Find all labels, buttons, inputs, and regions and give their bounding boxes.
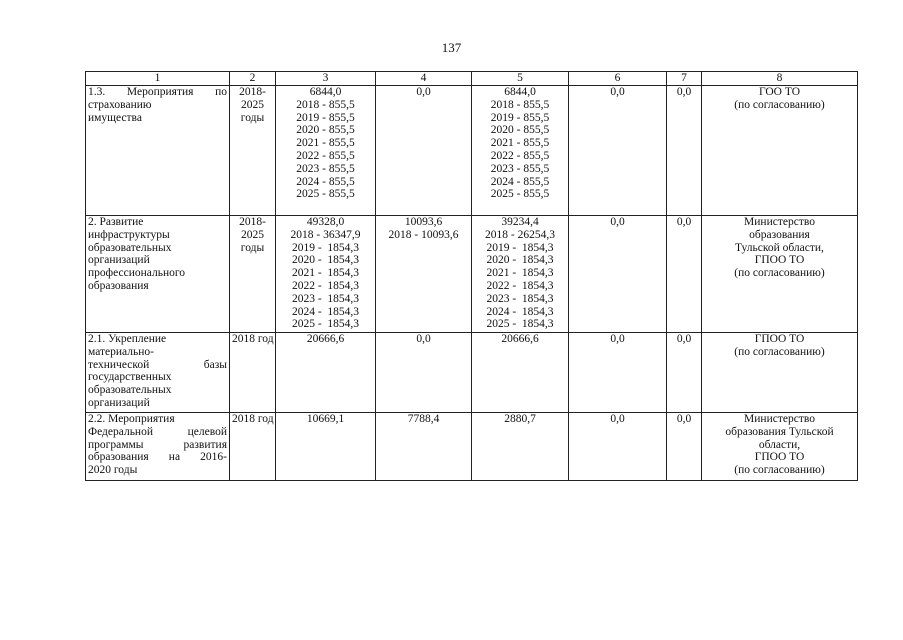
program-table [85,71,858,481]
total-funding-cell [276,86,376,216]
col4-funding-cell [376,216,472,333]
col7-funding-cell: 0,0 [667,216,702,333]
executor-cell-line: ГПОО ТО [754,451,805,464]
total-funding-cell-line: 2021 - 855,5 [296,137,355,150]
col5-funding-cell-line: 2023 - 855,5 [490,162,550,175]
col5-funding-cell-line: 39234,4 [501,216,539,228]
executor-cell-line: ГПОО ТО [754,333,805,345]
col5-funding-cell-line: 2023 - 1854,3 [486,292,554,305]
col5-funding-cell-line: 20666,6 [501,333,539,345]
period-cell-line: 2018- [239,86,266,98]
col5-funding-cell-line: 2019 - 1854,3 [486,241,554,254]
col5-funding-cell-line: 2022 - 855,5 [490,149,550,162]
executor-cell-line: ГПОО ТО [754,254,805,267]
total-funding-cell-line: 2018 - 36347,9 [290,228,361,241]
table-row [86,86,858,216]
activity-name-line: организаций [88,396,150,409]
col4-funding-cell-line: 10093,6 [404,216,443,228]
col5-funding-cell-line: 2025 - 855,5 [490,188,550,201]
activity-name-line: образовательных [88,384,172,397]
activity-name-line: 1.3. Мероприятия по [88,86,227,98]
activity-name-line: государственных [88,371,172,384]
header-col-4: 4 [376,72,472,86]
table-header-row [86,72,858,86]
col4-funding-cell [376,86,472,216]
col4-funding-cell-line: 2018 - 10093,6 [388,228,459,241]
total-funding-cell-line: 2023 - 855,5 [296,162,355,175]
executor-cell-line: (по согласованию) [734,345,825,358]
activity-name-cell [86,216,230,333]
col5-funding-cell-line: 2018 - 855,5 [490,98,550,111]
col5-funding-cell-line: 2019 - 855,5 [490,111,550,124]
period-cell [230,413,276,481]
executor-cell-line: (по согласованию) [734,98,825,111]
activity-name-cell [86,333,230,413]
activity-name-line: страхованию [88,98,152,111]
total-funding-cell-line: 2025 - 855,5 [296,188,355,201]
activity-name-line: образования [88,279,149,292]
col5-funding-cell [472,216,569,333]
total-funding-cell-line: 2021 - 1854,3 [291,267,360,280]
col5-funding-cell-line: 2021 - 1854,3 [486,267,554,280]
col6-funding-cell: 0,0 [569,333,667,413]
period-cell [230,333,276,413]
activity-name-line: Федеральной целевой [88,425,227,438]
activity-name-line: 2.2. Мероприятия [88,413,175,425]
total-funding-cell [276,333,376,413]
header-col-2: 2 [230,72,276,86]
period-cell-line: годы [240,111,265,124]
col6-funding-cell: 0,0 [569,86,667,216]
period-cell-line: 2025 [241,98,264,111]
table-body [86,86,858,481]
activity-name-line: имущества [88,111,142,124]
col4-funding-cell [376,413,472,481]
activity-name-cell [86,86,230,216]
period-cell-line: годы [240,241,265,254]
col6-funding-cell: 0,0 [569,413,667,481]
col5-funding-cell [472,333,569,413]
executor-cell-line: Министерство [744,413,815,425]
header-col-8: 8 [702,72,858,86]
col4-funding-cell-line: 7788,4 [407,413,440,425]
period-cell-line: 2018- [239,216,266,228]
total-funding-cell-line: 20666,6 [306,333,345,345]
activity-name-line: организаций [88,254,150,267]
executor-cell-line: Министерство [744,216,815,228]
executor-cell [702,86,858,216]
activity-name-line: образования на 2016- [88,451,227,464]
col4-funding-cell-line: 0,0 [416,86,431,98]
total-funding-cell-line: 49328,0 [306,216,345,228]
total-funding-cell-line: 10669,1 [306,413,345,425]
header-col-7: 7 [667,72,702,86]
executor-cell [702,216,858,333]
table-row [86,216,858,333]
executor-cell [702,333,858,413]
total-funding-cell-line: 2024 - 855,5 [296,175,355,188]
col4-funding-cell-line: 0,0 [416,333,431,345]
table-row [86,413,858,481]
activity-name-line: материально- [88,345,154,358]
total-funding-cell-line: 2019 - 1854,3 [291,241,360,254]
col4-funding-cell [376,333,472,413]
executor-cell-line: Тульской области, [735,241,824,254]
col5-funding-cell-line: 2021 - 855,5 [490,137,550,150]
col5-funding-cell-line: 2025 - 1854,3 [486,318,554,331]
total-funding-cell-line: 2019 - 855,5 [296,111,355,124]
executor-cell-line: (по согласованию) [734,267,825,280]
total-funding-cell-line: 6844,0 [309,86,342,98]
col7-funding-cell: 0,0 [667,413,702,481]
col5-funding-cell-line: 2020 - 1854,3 [486,254,554,267]
col7-funding-cell: 0,0 [667,86,702,216]
period-cell-line: 2018 год [232,333,274,345]
col5-funding-cell [472,86,569,216]
total-funding-cell-line: 2020 - 1854,3 [291,254,360,267]
total-funding-cell-line: 2022 - 1854,3 [291,279,360,292]
header-col-1: 1 [86,72,230,86]
activity-name-line: 2. Развитие [88,216,144,228]
header-col-5: 5 [472,72,569,86]
executor-cell-line: образования Тульской [725,425,834,438]
col5-funding-cell-line: 2020 - 855,5 [490,124,550,137]
col7-funding-cell: 0,0 [667,333,702,413]
total-funding-cell-line: 2023 - 1854,3 [291,292,360,305]
period-cell [230,86,276,216]
total-funding-cell-line: 2022 - 855,5 [296,149,355,162]
total-funding-cell [276,216,376,333]
activity-name-line: 2020 годы [88,464,138,477]
period-cell-line: 2018 год [232,413,274,425]
executor-cell [702,413,858,481]
activity-name-line: образовательных [88,241,172,254]
col5-funding-cell-line: 2018 - 26254,3 [485,228,555,241]
header-col-6: 6 [569,72,667,86]
header-col-3: 3 [276,72,376,86]
executor-cell-line: (по согласованию) [734,464,825,477]
col5-funding-cell-line: 2024 - 1854,3 [486,305,554,318]
total-funding-cell-line: 2024 - 1854,3 [291,305,360,318]
executor-cell-line: области, [758,438,801,451]
activity-name-line: программы развития [88,438,227,451]
activity-name-line: технической базы [88,358,227,371]
col5-funding-cell-line: 2880,7 [504,413,536,425]
total-funding-cell-line: 2020 - 855,5 [296,124,355,137]
col5-funding-cell-line: 6844,0 [504,86,536,98]
activity-name-cell [86,413,230,481]
executor-cell-line: образования [749,228,810,241]
page-number: 137 [441,40,462,55]
col5-funding-cell-line: 2024 - 855,5 [490,175,550,188]
total-funding-cell-line: 2018 - 855,5 [296,98,355,111]
activity-name-line: 2.1. Укрепление [88,333,167,345]
col5-funding-cell [472,413,569,481]
executor-cell-line: ГОО ТО [758,86,801,98]
activity-name-line: инфраструктуры [88,228,170,241]
col5-funding-cell-line: 2022 - 1854,3 [486,279,554,292]
total-funding-cell-line: 2025 - 1854,3 [291,318,360,331]
activity-name-line: профессионального [88,267,186,280]
col6-funding-cell: 0,0 [569,216,667,333]
period-cell-line: 2025 [241,228,264,241]
period-cell [230,216,276,333]
total-funding-cell [276,413,376,481]
table-row [86,333,858,413]
